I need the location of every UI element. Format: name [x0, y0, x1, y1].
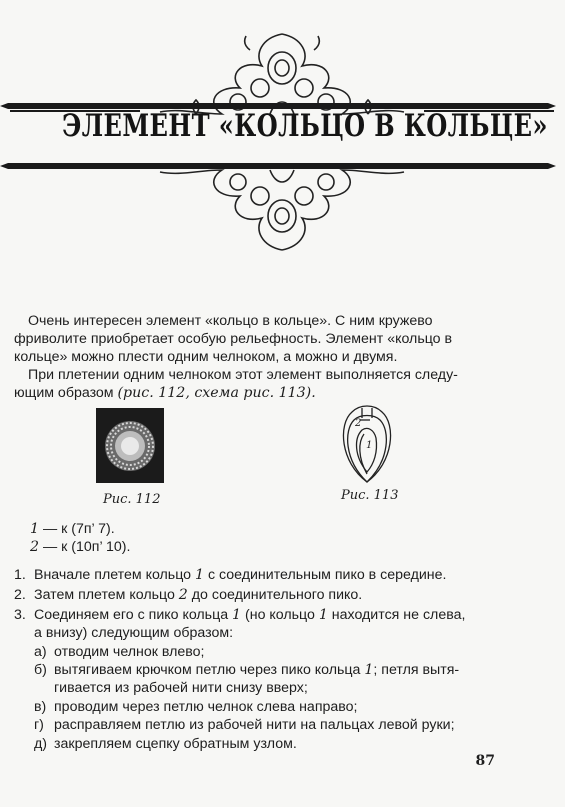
substep-text: отводим челнок влево;: [54, 644, 205, 660]
substep-letter: д): [34, 736, 48, 752]
substep-v: [34, 698, 358, 716]
figure-113-caption: Рис. 113: [341, 488, 399, 503]
step-number: 3.: [14, 607, 26, 623]
substep-b: [34, 661, 459, 679]
paragraph-2-line-1: При плетении одним челноком этот элемент выполняется следу-: [28, 367, 458, 383]
figure-reference: (рис. 112, схема рис. 113).: [117, 385, 316, 401]
formula-ring-number: 1: [30, 521, 40, 537]
step-text: Вначале плетем кольцо: [34, 567, 195, 583]
step-1: [14, 566, 446, 584]
ring-number: 1: [195, 567, 205, 583]
paragraph-2-line-2: [14, 384, 316, 402]
step-text: (но кольцо: [241, 607, 319, 623]
step-text: Затем плетем кольцо: [34, 587, 179, 603]
formula-text: — к (10п’ 10).: [39, 539, 131, 555]
paragraph-1-line-3: кольце» можно плести одним челноком, а можно и двумя.: [14, 349, 398, 365]
substep-letter: в): [34, 699, 47, 715]
paragraph-2-text: ющим образом: [14, 385, 118, 401]
paragraph-1-line-2: фриволите приобретает особую рельефность. Элемент «кольцо в: [14, 331, 453, 347]
substep-d: [34, 735, 297, 753]
formula-ring-number: 2: [30, 539, 40, 555]
formula-text: — к (7п’ 7).: [39, 521, 115, 537]
scheme-label-2: 2: [355, 418, 362, 429]
substep-text: закрепляем сцепку обратным узлом.: [54, 736, 297, 752]
ring-in-ring-scheme: [336, 402, 398, 484]
figure-112-caption: Рис. 112: [103, 492, 161, 507]
step-text: до соединительного пико.: [187, 587, 363, 603]
step-text: Соединяем его с пико кольца: [34, 607, 233, 623]
photo-ring-in-ring: [96, 408, 164, 483]
substep-a: [34, 643, 204, 661]
page-title: ЭЛЕМЕНТ «КОЛЬЦО В КОЛЬЦЕ»: [62, 108, 548, 144]
substep-b-continued: гивается из рабочей нити снизу вверх;: [54, 680, 308, 696]
ring-number: 2: [178, 587, 188, 603]
ring-number: 1: [364, 662, 374, 678]
substep-text: расправляем петлю из рабочей нити на пальцах левой руки;: [54, 717, 455, 733]
substep-letter: г): [34, 717, 44, 733]
substep-text: проводим через петлю челнок слева направо;: [54, 699, 358, 715]
step-number: 1.: [14, 567, 26, 583]
step-2: [14, 586, 362, 604]
step-3-line-2: а внизу) следующим образом:: [34, 625, 234, 641]
substep-letter: б): [34, 662, 47, 678]
paragraph-1-line-1: Очень интересен элемент «кольцо в кольце». С ним кружево: [28, 313, 433, 329]
step-text: находится не слева,: [327, 607, 466, 623]
substep-text: ; петля вытя-: [373, 662, 460, 678]
ring-number: 1: [318, 607, 328, 623]
page-number: 87: [475, 753, 495, 769]
scheme-label-1: 1: [366, 440, 373, 451]
step-number: 2.: [14, 587, 26, 603]
ring-number: 1: [232, 607, 242, 623]
substep-letter: а): [34, 644, 47, 660]
substep-g: [34, 716, 455, 734]
formula-ring-1: [30, 520, 115, 538]
step-3-line-1: [14, 606, 465, 624]
step-text: с соединительным пико в середине.: [204, 567, 447, 583]
substep-text: вытягиваем крючком петлю через пико кольца: [54, 662, 365, 678]
formula-ring-2: [30, 538, 130, 556]
